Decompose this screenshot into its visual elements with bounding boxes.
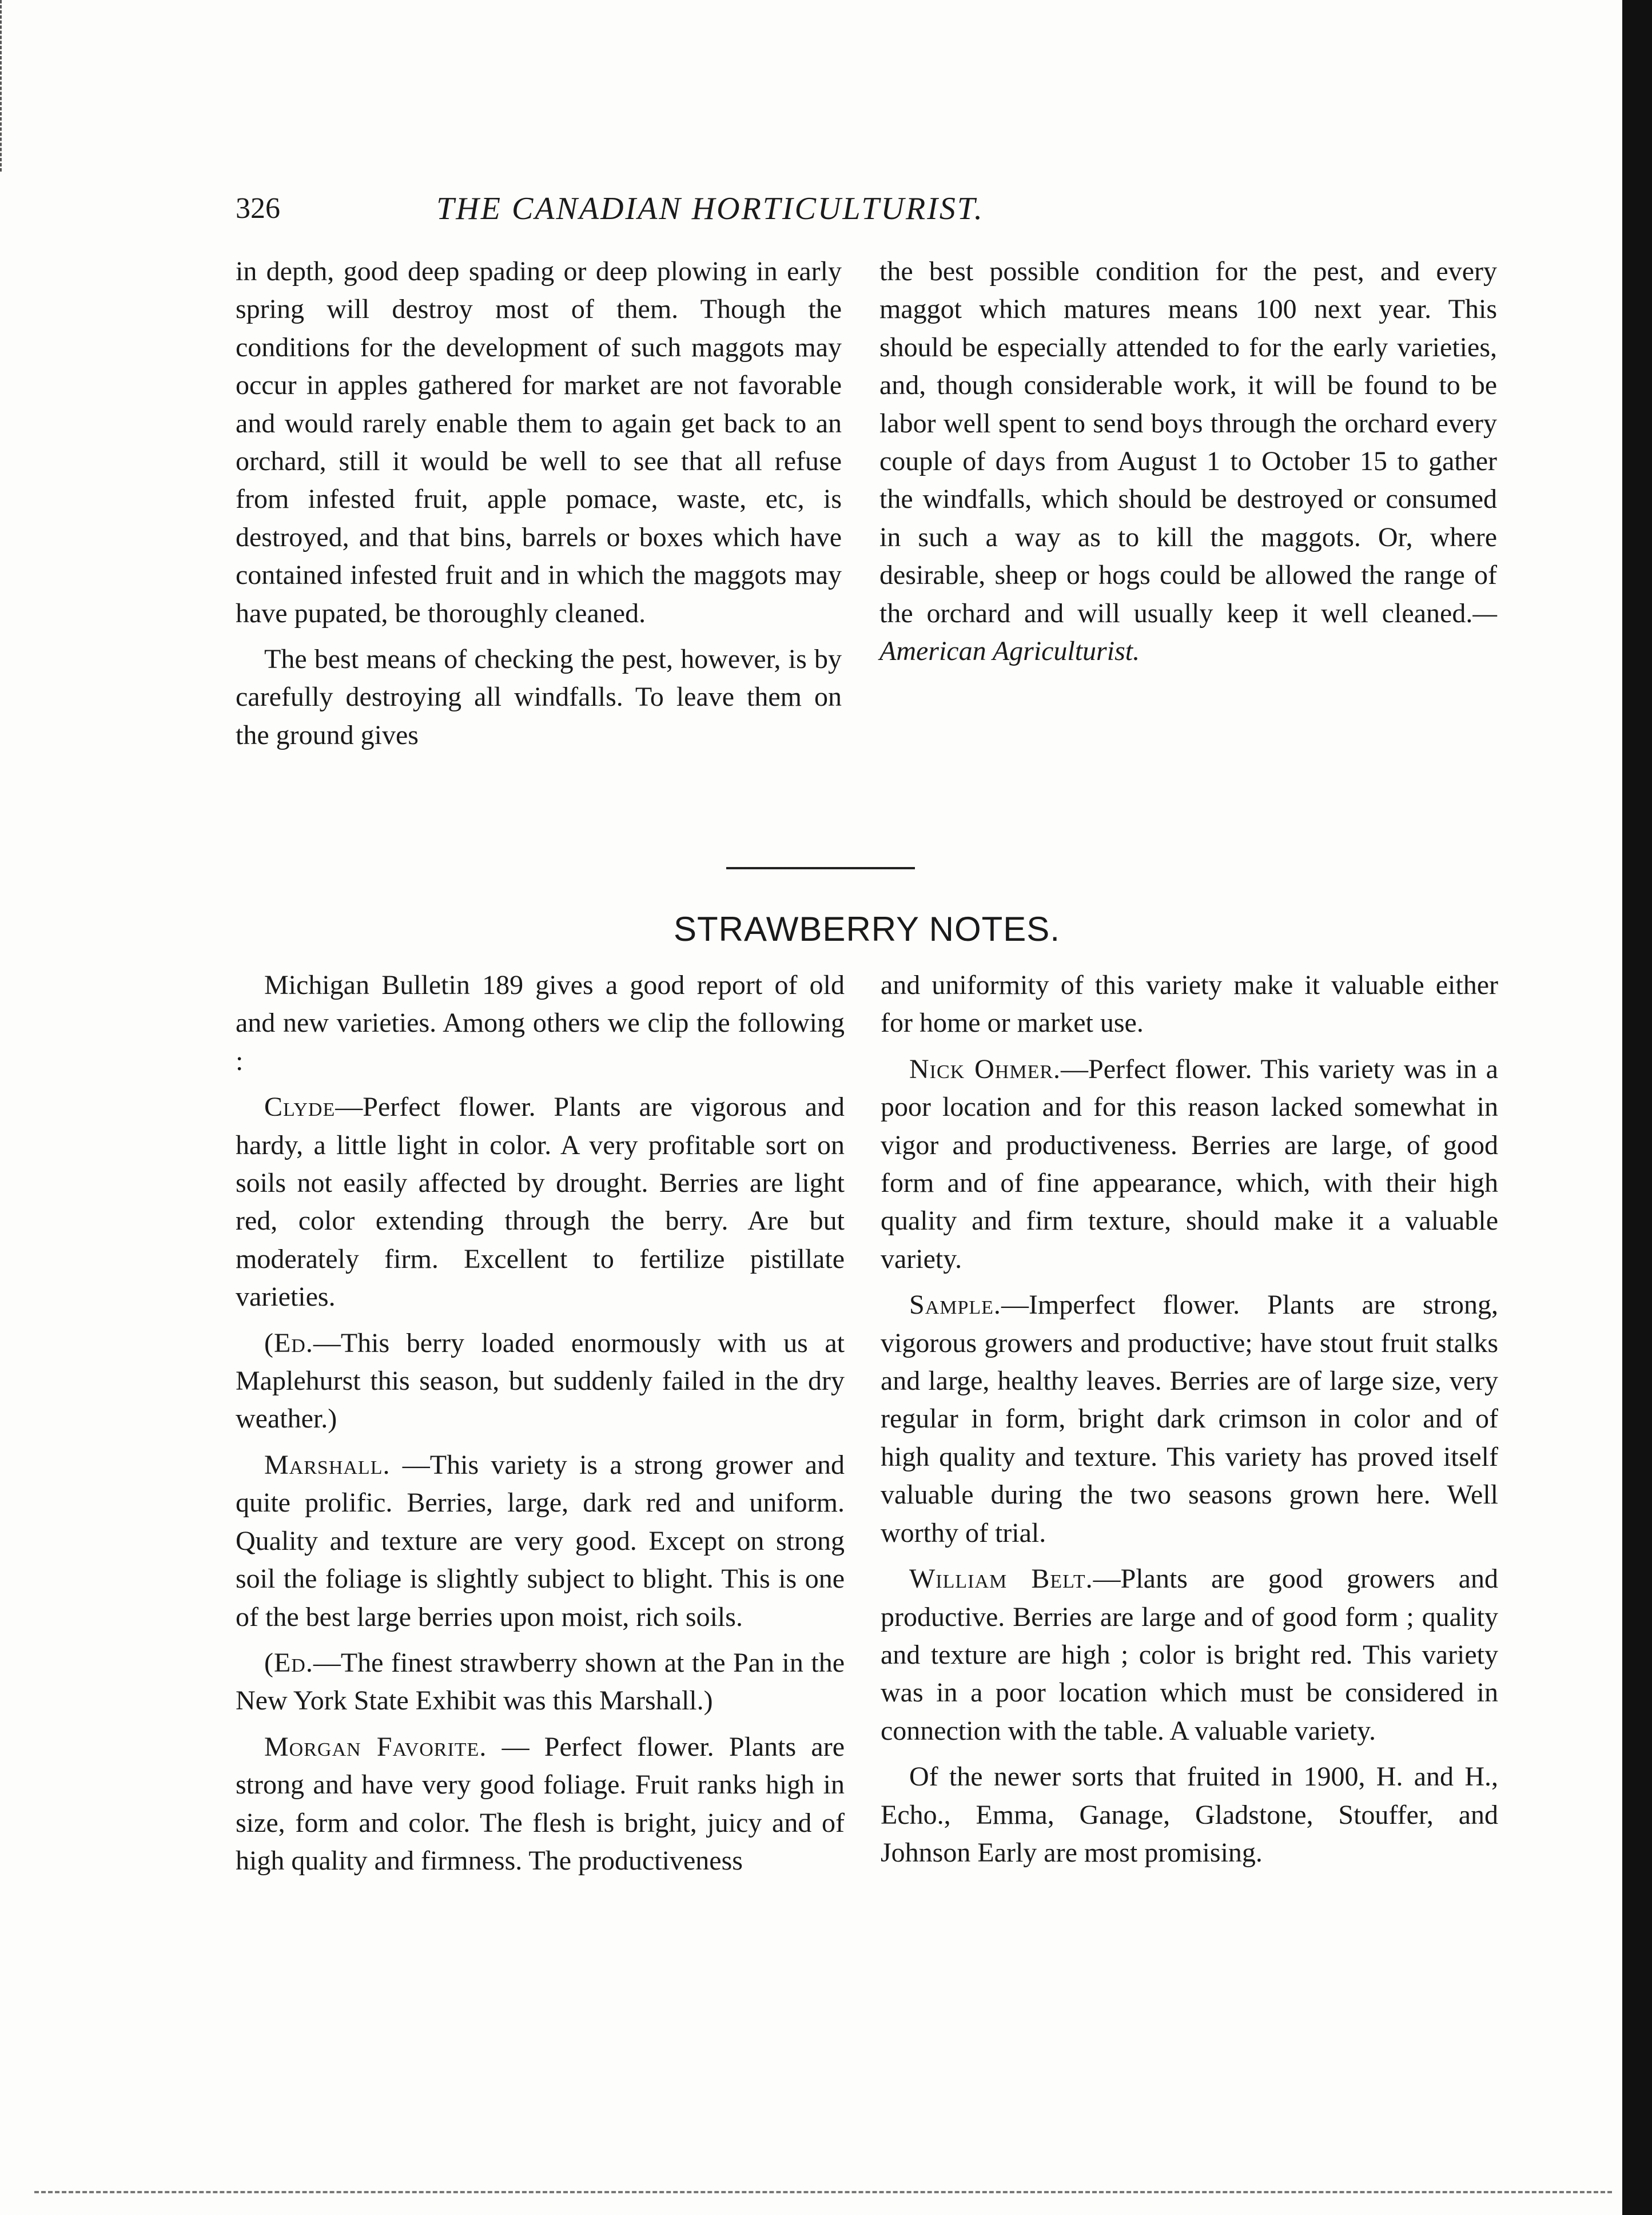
editor-note	[236, 1325, 845, 1438]
intro-paragraph: Michigan Bulletin 189 gives a good report of old and new varieties. Among others we clip the following :	[236, 970, 845, 1076]
paragraph-continuation: and uniformity of this variety make it valuable either for home or market use.	[881, 970, 1498, 1039]
bottom-scan-edge	[34, 2191, 1612, 2193]
running-title: THE CANADIAN HORTICULTURIST.	[436, 191, 984, 226]
variety-name: William Belt.	[909, 1564, 1093, 1594]
paragraph: in depth, good deep spading or deep plowing in early spring will destroy most of them. Though the conditions for the development of such maggots may occur in apples gathered for market are not favorable and would rarely enable them to again get back to an orchard, still it would be well to see that all refuse from infested fruit, apple pomace, waste, etc, is destroyed, and that bins, barrels or boxes which have contained infested fruit and in which the maggots may have pupated, be thoroughly cleaned.	[236, 256, 842, 629]
right-binding-edge	[1622, 0, 1652, 2215]
variety-description: —Perfect flower. This variety was in a poor location and for this reason lacked somewhat in vigor and productiveness. Berries are large, of good form and of fine appearance, which, with their high quality and firm texture, should make it a valuable variety.	[881, 1053, 1498, 1274]
left-scan-edge	[0, 0, 5, 172]
variety-description: —Plants are good growers and productive. Berries are large and of good form ; quality and texture are high ; color is bright red. This variety was in a poor location which must be considered in connection with the table. A valuable variety.	[881, 1564, 1498, 1746]
page-number: 326	[236, 192, 280, 225]
editor-label: (Ed.	[264, 1647, 313, 1678]
section-title: STRAWBERRY NOTES.	[673, 910, 1060, 948]
editor-note-text: —The finest strawberry shown at the Pan in the New York State Exhibit was this Marshall.)	[236, 1647, 845, 1716]
article-column-top-right	[879, 253, 1497, 678]
variety-entry-marshall	[236, 1446, 845, 1636]
strawberry-column-right	[881, 967, 1498, 1880]
editor-note	[236, 1644, 845, 1720]
source-credit: —American Agriculturist.	[879, 598, 1497, 667]
variety-description: — Perfect flower. Plants are strong and have very good foliage. Fruit ranks high in size, form and color. The flesh is bright, juicy and of high quality and firmness. The productiveness	[236, 1731, 845, 1876]
closing-paragraph: Of the newer sorts that fruited in 1900, H. and H., Echo., Emma, Ganage, Gladstone, Stouffer, and Johnson Early are most promising.	[881, 1761, 1498, 1868]
editor-note-text: —This berry loaded enormously with us at Maplehurst this season, but suddenly failed in the dry weather.)	[236, 1327, 845, 1434]
article-column-top-left	[236, 253, 842, 762]
editor-label: (Ed.	[264, 1327, 313, 1358]
paragraph	[879, 253, 1497, 670]
variety-name: Clyde	[264, 1092, 336, 1123]
variety-name: Marshall.	[264, 1449, 391, 1480]
paragraph-text: the best possible condition for the pest, and every maggot which matures means 100 next year. This should be especially attended to for the early varieties, and, though considerable work, it will be found to be labor well spent to send boys through the orchard every couple of days from August 1 to October 15 to gather the windfalls, which should be destroyed or consumed in such a way as to kill the maggots. Or, where desirable, sheep or hogs could be allowed the range of the orchard and will usually keep it well cleaned.	[879, 256, 1497, 629]
page-header	[236, 183, 1185, 234]
paragraph: The best means of checking the pest, however, is by carefully destroying all windfalls. To leave them on the ground gives	[236, 644, 842, 750]
variety-entry-william-belt	[881, 1560, 1498, 1750]
variety-name: Morgan Favorite.	[264, 1731, 487, 1762]
variety-description: —This variety is a strong grower and quite prolific. Berries, large, dark red and uniform. Quality and texture are very good. Except on strong soil the foliage is slightly subject to blight. This is one of the best large berries upon moist, rich soils.	[236, 1449, 845, 1632]
variety-entry-morgan-favorite	[236, 1728, 845, 1880]
variety-entry-sample	[881, 1286, 1498, 1552]
section-divider	[726, 867, 915, 869]
variety-name: Nick Ohmer.	[909, 1053, 1061, 1084]
variety-name: Sample.	[909, 1290, 1001, 1321]
variety-entry-nick-ohmer	[881, 1051, 1498, 1278]
variety-description: —Perfect flower. Plants are vigorous and hardy, a little light in color. A very profitable sort on soils not easily affected by drought. Berries are light red, color extending through the berry. Are but moderately firm. Excellent to fertilize pistillate varieties.	[236, 1092, 845, 1313]
variety-entry-clyde	[236, 1088, 845, 1316]
strawberry-column-left	[236, 967, 845, 1888]
variety-description: —Imperfect flower. Plants are strong, vigorous growers and productive; have stout fruit stalks and large, healthy leaves. Berries are of large size, very regular in form, bright dark crimson in color and of high quality and texture. This variety has proved itself valuable during the two seasons grown here. Well worthy of trial.	[881, 1290, 1498, 1548]
